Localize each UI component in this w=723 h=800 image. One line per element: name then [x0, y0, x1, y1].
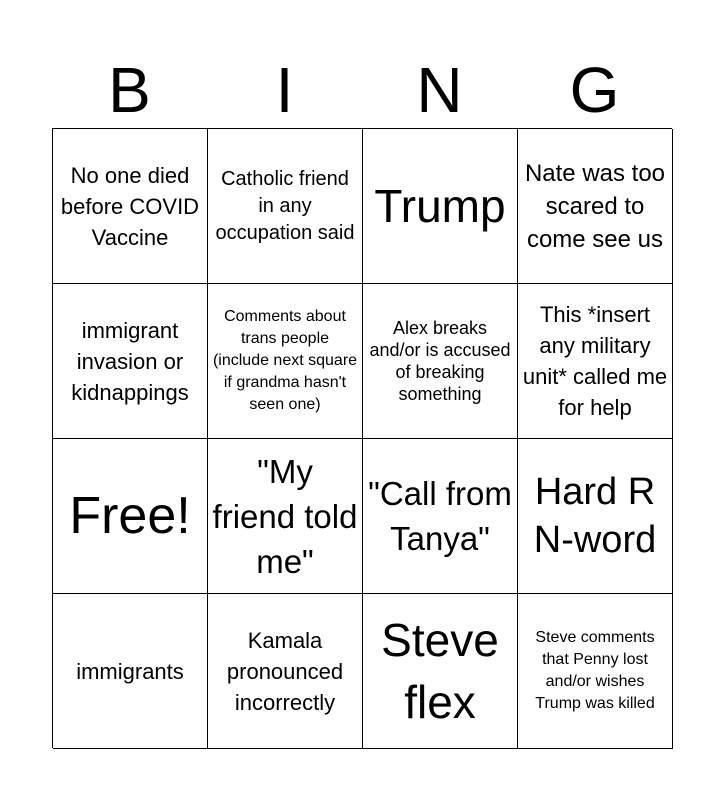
- bingo-cell[interactable]: [518, 129, 673, 284]
- bingo-cell[interactable]: [518, 284, 673, 439]
- cell-text: Free!: [69, 487, 191, 545]
- bingo-board: [52, 128, 672, 748]
- cell-text: "Call from Tanya": [368, 475, 512, 557]
- bingo-cell[interactable]: [208, 284, 363, 439]
- cell-text: immigrants: [76, 658, 184, 684]
- bingo-cell[interactable]: [518, 594, 673, 749]
- cell-text: This *insert any military unit* called me for help: [522, 302, 668, 420]
- bingo-cell-free[interactable]: [53, 439, 208, 594]
- bingo-cell[interactable]: [363, 594, 518, 749]
- bingo-cell[interactable]: [363, 439, 518, 594]
- cell-text: Kamala pronounced incorrectly: [226, 627, 344, 715]
- title-letter-b: B: [108, 54, 151, 126]
- cell-text: Catholic friend in any occupation said: [215, 167, 355, 244]
- cell-text: Nate was too scared to come see us: [524, 159, 666, 253]
- cell-text: Alex breaks and/or is accused of breaking something: [369, 318, 511, 404]
- bingo-cell[interactable]: [53, 284, 208, 439]
- cell-text: immigrant invasion or kidnappings: [71, 317, 189, 405]
- cell-text: "My friend told me": [212, 452, 358, 580]
- cell-text: Trump: [374, 180, 506, 232]
- cell-text: Hard R N-word: [533, 471, 657, 561]
- cell-text: Comments about trans people (include next square if grandma hasn't seen one): [212, 308, 358, 413]
- bingo-cell[interactable]: [208, 129, 363, 284]
- cell-text: No one died before COVID Vaccine: [60, 162, 200, 250]
- title-letter-i: I: [275, 54, 294, 126]
- bingo-cell[interactable]: [518, 439, 673, 594]
- bingo-cell[interactable]: [53, 129, 208, 284]
- bingo-cell[interactable]: [208, 439, 363, 594]
- bingo-cell[interactable]: [208, 594, 363, 749]
- title-letter-n: N: [416, 54, 463, 126]
- bingo-cell[interactable]: [53, 594, 208, 749]
- cell-text: Steve comments that Penny lost and/or wishes Trump was killed: [535, 629, 655, 712]
- bingo-cell[interactable]: [363, 129, 518, 284]
- title-letter-g: G: [569, 54, 620, 126]
- cell-text: Steve flex: [381, 614, 499, 728]
- bingo-title: [52, 50, 672, 130]
- bingo-cell[interactable]: [363, 284, 518, 439]
